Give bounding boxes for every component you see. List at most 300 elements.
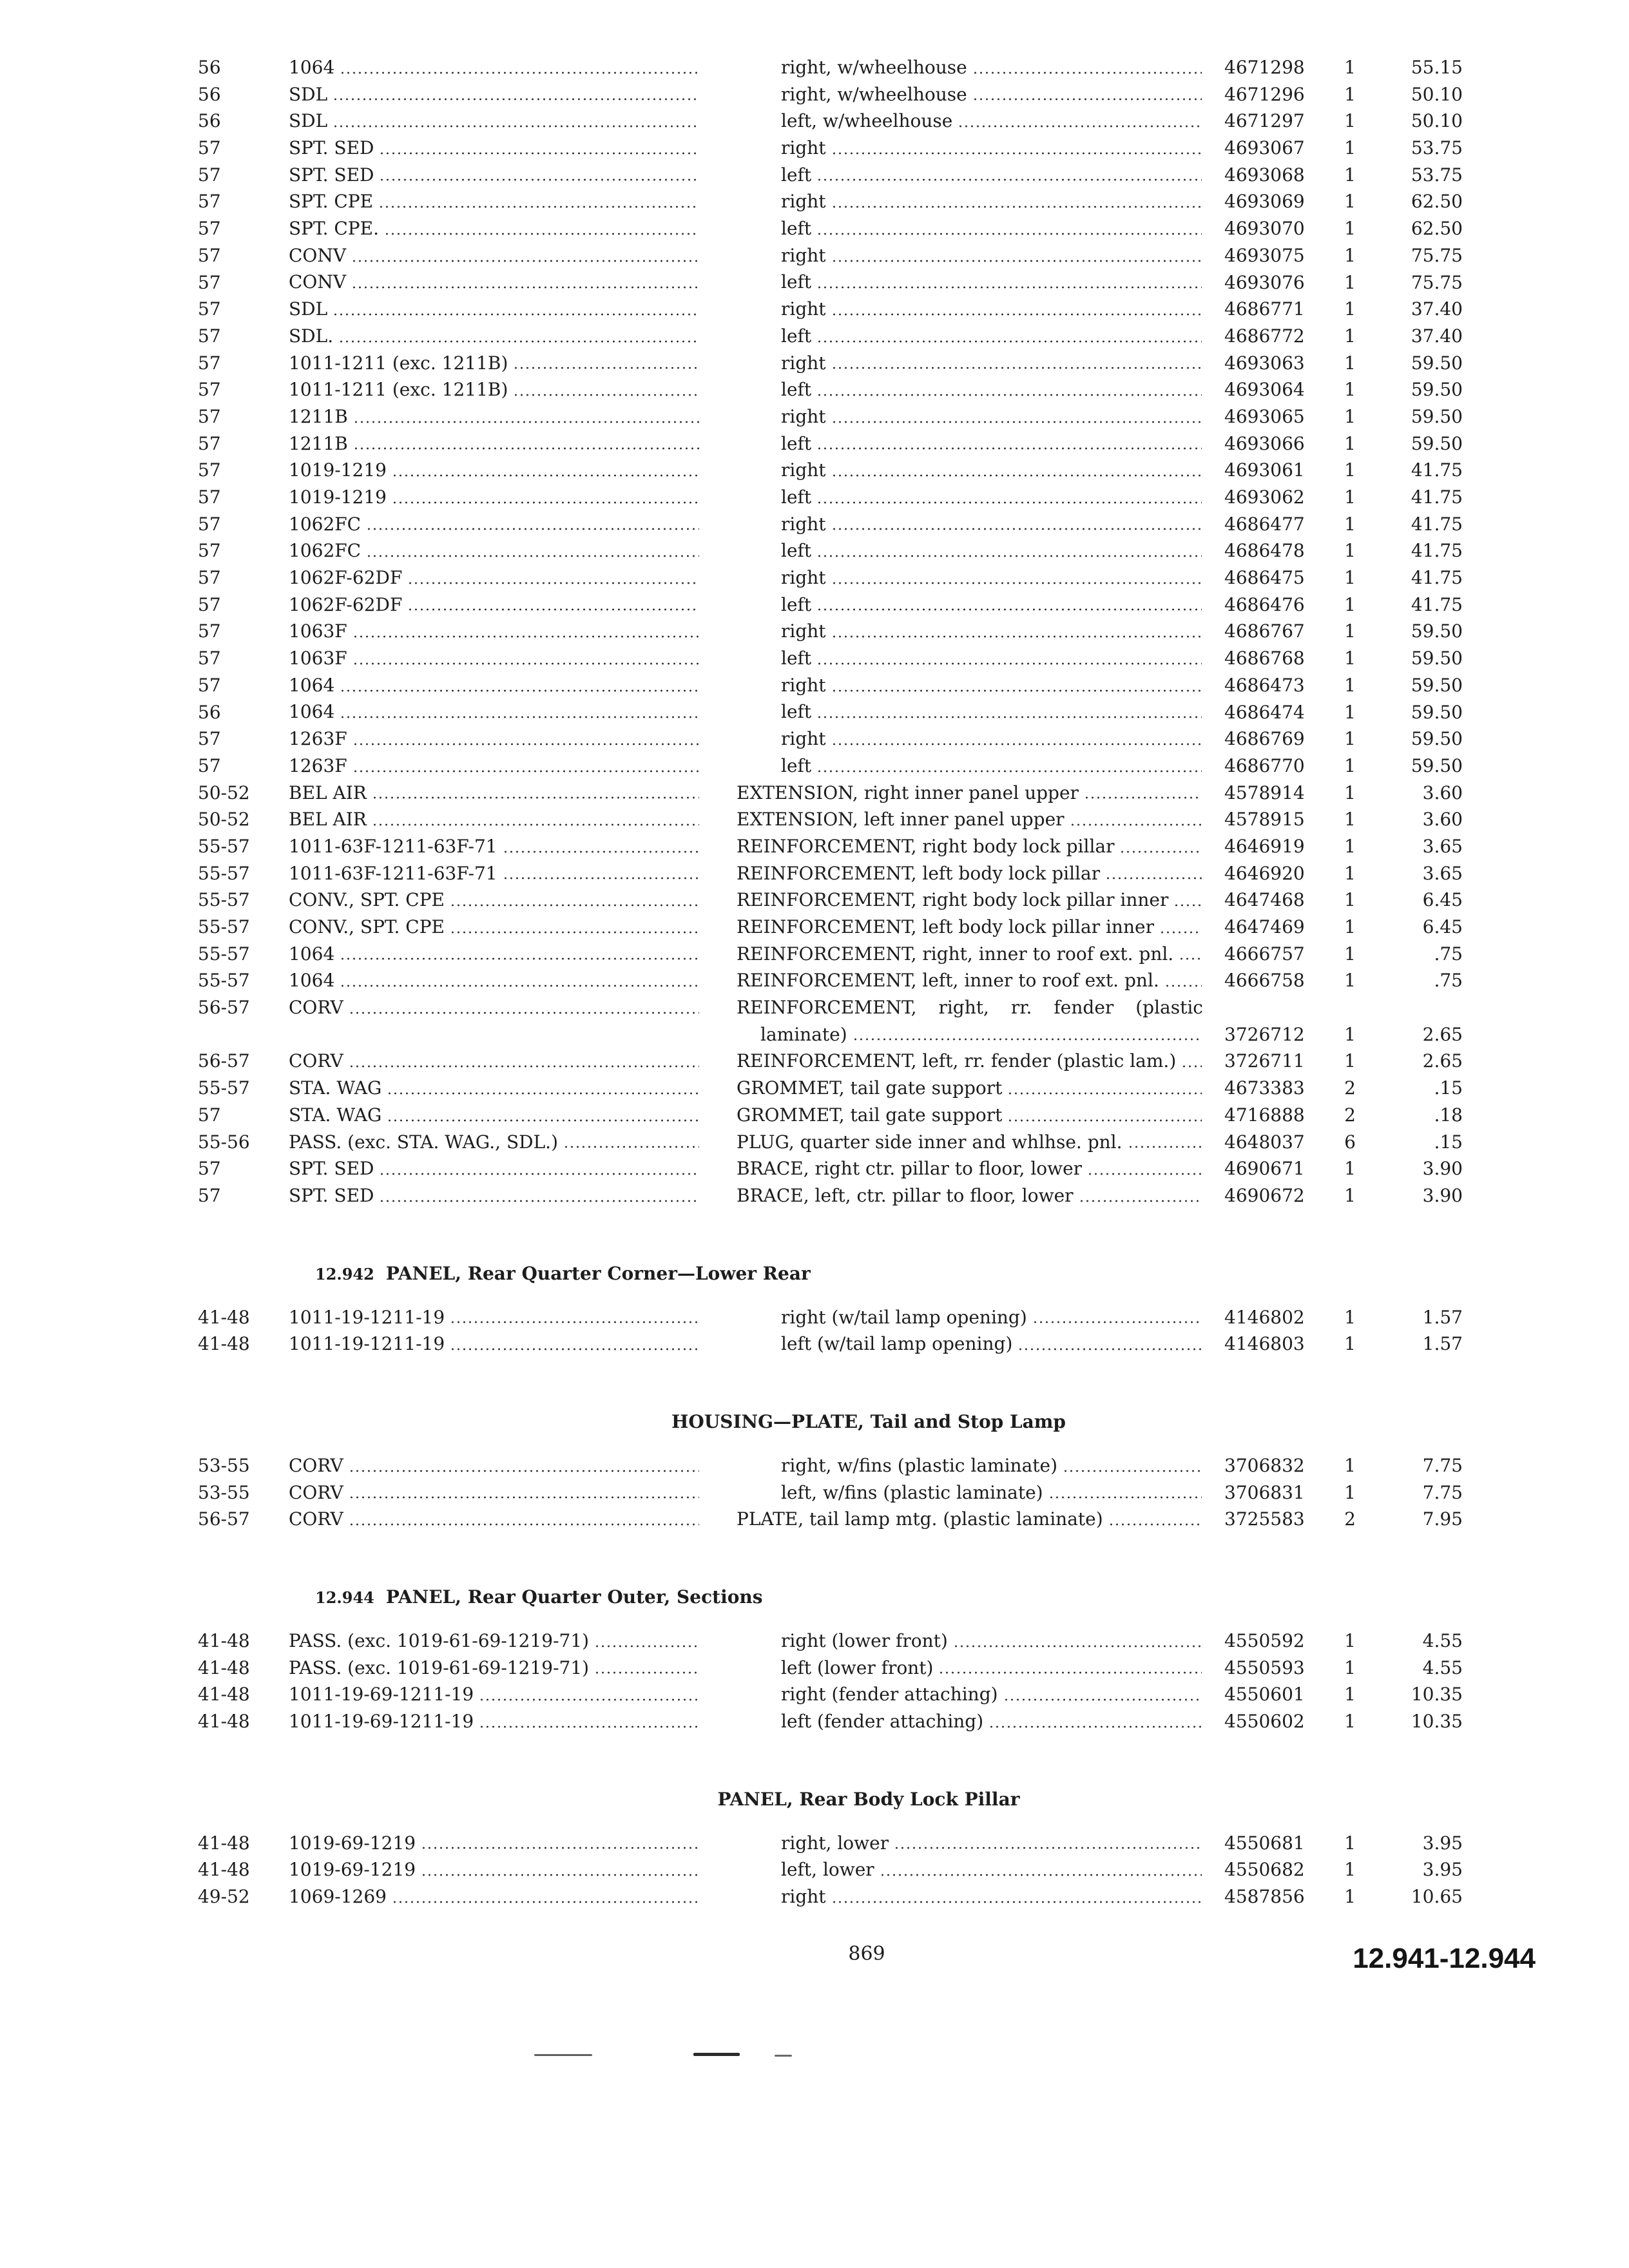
- description-line: [737, 430, 1203, 457]
- description-text: right, lower: [781, 1832, 889, 1854]
- dot-leader: [407, 608, 699, 611]
- part-number-cell: 4578915: [1224, 809, 1305, 831]
- part-number-cell: 4666757: [1224, 943, 1305, 965]
- dot-leader: [831, 689, 1202, 692]
- dot-leader: [1087, 1173, 1202, 1175]
- page-number: 869: [848, 1943, 885, 1965]
- description-cell: [737, 1452, 1203, 1479]
- description-cell: [737, 860, 1203, 887]
- model-cell: [289, 672, 700, 699]
- part-number-cell: 4550601: [1224, 1684, 1305, 1706]
- year-cell: 55-57: [198, 970, 250, 992]
- description-cell: [737, 591, 1203, 619]
- price-cell: 3.65: [1422, 835, 1463, 857]
- description-cell: [737, 1048, 1203, 1075]
- dot-leader: [853, 1038, 1202, 1041]
- year-cell: 55-57: [198, 943, 250, 965]
- dot-leader: [831, 260, 1202, 262]
- quantity-cell: 1: [1344, 432, 1356, 454]
- part-number-cell: 3726711: [1224, 1050, 1305, 1072]
- part-number-cell: 3725583: [1224, 1508, 1305, 1530]
- part-number-cell: 4686767: [1224, 620, 1305, 642]
- description-text: left: [781, 271, 812, 293]
- year-cell: 57: [198, 567, 221, 589]
- description-line: [737, 1655, 1203, 1682]
- year-cell: 56: [198, 57, 221, 78]
- part-number-cell: 4686771: [1224, 298, 1305, 320]
- dot-leader: [831, 421, 1202, 423]
- dot-leader: [392, 501, 699, 504]
- description-text: right: [781, 405, 826, 427]
- model-text: CONV., SPT. CPE: [289, 916, 445, 937]
- model-text: 1011-19-69-1211-19: [289, 1711, 474, 1733]
- dot-leader: [503, 850, 699, 853]
- year-cell: 41-48: [198, 1711, 250, 1733]
- description-text: GROMMET, tail gate support: [737, 1104, 1003, 1126]
- description-text: left: [781, 701, 812, 723]
- table-row: [0, 1182, 1629, 1209]
- model-text: 1211B: [289, 405, 348, 427]
- model-cell: [289, 699, 700, 726]
- model-cell: [289, 833, 700, 860]
- table-row: [0, 430, 1629, 457]
- quantity-cell: 1: [1344, 218, 1356, 240]
- year-cell: 55-57: [198, 862, 250, 884]
- table-row: [0, 753, 1629, 780]
- year-cell: 41-48: [198, 1333, 250, 1355]
- quantity-cell: 1: [1344, 862, 1356, 884]
- description-cell: [737, 753, 1203, 780]
- part-number-cell: 4693063: [1224, 352, 1305, 374]
- part-number-cell: 4693061: [1224, 459, 1305, 481]
- dot-leader: [340, 985, 699, 987]
- dot-leader: [594, 1645, 699, 1648]
- dot-leader: [1007, 1119, 1202, 1122]
- description-line: [737, 1479, 1203, 1506]
- model-text: STA. WAG: [289, 1077, 382, 1099]
- table-row: [0, 1452, 1629, 1479]
- quantity-cell: 1: [1344, 809, 1356, 831]
- description-text: right: [781, 728, 826, 750]
- table-row: [0, 1628, 1629, 1655]
- quantity-cell: 1: [1344, 1859, 1356, 1881]
- quantity-cell: 1: [1344, 486, 1356, 508]
- dot-leader: [831, 582, 1202, 584]
- description-line: [737, 1830, 1203, 1857]
- part-number-cell: 4690671: [1224, 1158, 1305, 1180]
- dot-leader: [352, 635, 699, 638]
- model-cell: [289, 484, 700, 511]
- part-number-cell: 3706831: [1224, 1481, 1305, 1503]
- year-cell: 57: [198, 593, 221, 615]
- part-number-cell: 4647468: [1224, 889, 1305, 911]
- description-line: [737, 618, 1203, 645]
- dot-leader: [352, 662, 699, 665]
- price-cell: 3.95: [1422, 1859, 1463, 1881]
- description-line: [737, 699, 1203, 726]
- quantity-cell: 1: [1344, 567, 1356, 589]
- year-cell: 41-48: [198, 1657, 250, 1678]
- part-number-cell: 4693068: [1224, 164, 1305, 186]
- price-cell: 3.95: [1422, 1832, 1463, 1854]
- table-row: [0, 564, 1629, 591]
- year-cell: 49-52: [198, 1886, 250, 1908]
- quantity-cell: 1: [1344, 244, 1356, 266]
- table-row: [0, 941, 1629, 968]
- section-heading: [289, 1408, 1449, 1436]
- description-text: right: [781, 191, 826, 213]
- quantity-cell: 1: [1344, 298, 1356, 320]
- description-line: [737, 1628, 1203, 1655]
- year-cell: 50-52: [198, 809, 250, 831]
- description-continuation: [737, 1021, 1203, 1048]
- model-cell: [289, 457, 700, 484]
- dot-leader: [972, 98, 1202, 101]
- catalog-section: [0, 1584, 1629, 1735]
- description-cell: [737, 833, 1203, 860]
- quantity-cell: 1: [1344, 970, 1356, 992]
- table-row: [0, 699, 1629, 726]
- part-number-cell: 4578914: [1224, 782, 1305, 803]
- part-number-cell: 4693062: [1224, 486, 1305, 508]
- dot-leader: [421, 1847, 699, 1849]
- part-number-cell: 4671296: [1224, 83, 1305, 105]
- model-cell: [289, 430, 700, 457]
- quantity-cell: 1: [1344, 835, 1356, 857]
- table-row: [0, 135, 1629, 162]
- part-number-cell: 4690672: [1224, 1184, 1305, 1206]
- description-text: left: [781, 486, 812, 508]
- model-cell: [289, 1479, 700, 1506]
- description-cell: [737, 135, 1203, 162]
- model-text: 1064: [289, 674, 335, 696]
- description-line: [737, 645, 1203, 672]
- description-text: right: [781, 459, 826, 481]
- table-row: [0, 860, 1629, 887]
- dot-leader: [479, 1698, 699, 1701]
- quantity-cell: 1: [1344, 1050, 1356, 1072]
- description-line: [737, 967, 1203, 994]
- description-text: left (w/tail lamp opening): [781, 1333, 1013, 1355]
- table-row: [0, 81, 1629, 108]
- model-text: 1019-69-1219: [289, 1832, 416, 1854]
- model-cell: [289, 188, 700, 215]
- dot-leader: [349, 1012, 699, 1014]
- dot-leader: [450, 1321, 699, 1323]
- quantity-cell: 1: [1344, 916, 1356, 937]
- model-cell: [289, 1830, 700, 1857]
- table-row: [0, 994, 1629, 1048]
- dot-leader: [378, 206, 699, 208]
- description-cell: [737, 162, 1203, 189]
- year-cell: 55-57: [198, 916, 250, 937]
- table-row: [0, 780, 1629, 807]
- model-text: 1063F: [289, 620, 347, 642]
- price-cell: 41.75: [1411, 593, 1463, 615]
- price-cell: 50.10: [1411, 83, 1463, 105]
- description-text: right, w/wheelhouse: [781, 56, 967, 78]
- description-text: right: [781, 352, 826, 374]
- model-cell: [289, 1155, 700, 1182]
- price-cell: .15: [1434, 1077, 1463, 1099]
- model-text: CORV: [289, 1454, 343, 1476]
- quantity-cell: 1: [1344, 137, 1356, 159]
- section-title: PANEL, Rear Body Lock Pillar: [717, 1788, 1020, 1810]
- description-text: right: [781, 513, 826, 535]
- description-cell: [737, 994, 1203, 1048]
- description-line: [737, 296, 1203, 323]
- description-line: [737, 403, 1203, 430]
- description-line: [737, 1708, 1203, 1735]
- model-cell: [289, 135, 700, 162]
- description-cell: [737, 887, 1203, 914]
- description-cell: [737, 941, 1203, 968]
- quantity-cell: 1: [1344, 782, 1356, 803]
- price-cell: 41.75: [1411, 513, 1463, 535]
- dot-leader: [816, 178, 1202, 181]
- description-cell: [737, 108, 1203, 135]
- description-line: [737, 54, 1203, 81]
- year-cell: 57: [198, 728, 221, 750]
- part-number-cell: 4666758: [1224, 970, 1305, 992]
- quantity-cell: 1: [1344, 1481, 1356, 1503]
- price-cell: 37.40: [1411, 325, 1463, 347]
- model-cell: [289, 753, 700, 780]
- dot-leader: [831, 635, 1202, 638]
- part-number-cell: 4647469: [1224, 916, 1305, 937]
- description-line: [737, 323, 1203, 350]
- model-cell: [289, 1506, 700, 1533]
- dot-leader: [351, 286, 699, 289]
- dot-leader: [366, 555, 699, 557]
- price-cell: 41.75: [1411, 540, 1463, 562]
- dot-leader: [953, 1645, 1202, 1648]
- dot-leader: [352, 770, 699, 773]
- table-row: [0, 1102, 1629, 1129]
- section-number: 12.942: [315, 1264, 374, 1283]
- year-cell: 57: [198, 379, 221, 401]
- price-cell: 2.65: [1422, 1023, 1463, 1045]
- dot-leader: [563, 1146, 699, 1148]
- model-cell: [289, 511, 700, 538]
- table-row: [0, 672, 1629, 699]
- model-cell: [289, 537, 700, 564]
- part-number-cell: 4693069: [1224, 191, 1305, 213]
- quantity-cell: 1: [1344, 1454, 1356, 1476]
- model-text: CORV: [289, 1481, 343, 1503]
- description-line: [737, 162, 1203, 189]
- price-cell: 50.10: [1411, 110, 1463, 132]
- dot-leader: [503, 877, 699, 879]
- model-cell: [289, 887, 700, 914]
- dot-leader: [349, 1065, 699, 1068]
- description-text: right: [781, 567, 826, 589]
- dot-leader: [831, 313, 1202, 316]
- model-cell: [289, 323, 700, 350]
- description-cell: [737, 1331, 1203, 1358]
- table-row: [0, 887, 1629, 914]
- year-cell: 55-57: [198, 835, 250, 857]
- part-number-cell: 4686478: [1224, 540, 1305, 562]
- model-text: CORV: [289, 997, 343, 1019]
- table-row: [0, 537, 1629, 564]
- year-cell: 41-48: [198, 1832, 250, 1854]
- dot-leader: [1079, 1200, 1202, 1202]
- description-text: EXTENSION, left inner panel upper: [737, 809, 1065, 831]
- part-number-cell: 4686477: [1224, 513, 1305, 535]
- year-cell: 56: [198, 83, 221, 105]
- part-number-cell: 4646919: [1224, 835, 1305, 857]
- dot-leader: [366, 528, 699, 530]
- dot-leader: [1070, 823, 1202, 826]
- part-number-cell: 4686769: [1224, 728, 1305, 750]
- model-cell: [289, 1628, 700, 1655]
- year-cell: 41-48: [198, 1859, 250, 1881]
- dot-leader: [880, 1874, 1202, 1876]
- part-number-cell: 3726712: [1224, 1023, 1305, 1045]
- description-text: left, w/fins (plastic laminate): [781, 1481, 1043, 1503]
- part-number-cell: 4587856: [1224, 1886, 1305, 1908]
- model-cell: [289, 1452, 700, 1479]
- table-row: [0, 323, 1629, 350]
- year-cell: 57: [198, 540, 221, 562]
- part-number-cell: 4716888: [1224, 1104, 1305, 1126]
- model-cell: [289, 941, 700, 968]
- part-number-cell: 4686474: [1224, 701, 1305, 723]
- description-line: [737, 1182, 1203, 1209]
- part-number-cell: 3706832: [1224, 1454, 1305, 1476]
- price-cell: 41.75: [1411, 459, 1463, 481]
- part-number-cell: 4671298: [1224, 57, 1305, 78]
- quantity-cell: 1: [1344, 1657, 1356, 1678]
- model-text: 1011-19-1211-19: [289, 1333, 445, 1355]
- quantity-cell: 1: [1344, 943, 1356, 965]
- quantity-cell: 1: [1344, 110, 1356, 132]
- description-line: [737, 1102, 1203, 1129]
- dot-leader: [349, 1523, 699, 1526]
- price-cell: 3.90: [1422, 1158, 1463, 1180]
- quantity-cell: 2: [1344, 1104, 1356, 1126]
- description-text: right: [781, 298, 826, 320]
- description-line: [737, 591, 1203, 619]
- description-line: [737, 108, 1203, 135]
- model-cell: [289, 994, 700, 1021]
- dot-leader: [816, 662, 1202, 665]
- dot-leader: [1173, 904, 1202, 907]
- quantity-cell: 6: [1344, 1131, 1356, 1153]
- part-number-cell: 4550681: [1224, 1832, 1305, 1854]
- model-cell: [289, 269, 700, 296]
- model-cell: [289, 1331, 700, 1358]
- model-text: 1011-63F-1211-63F-71: [289, 835, 497, 857]
- year-cell: 41-48: [198, 1630, 250, 1652]
- model-cell: [289, 1856, 700, 1883]
- year-cell: 57: [198, 244, 221, 266]
- dot-leader: [349, 1496, 699, 1499]
- model-text: PASS. (exc. STA. WAG., SDL.): [289, 1131, 559, 1153]
- description-cell: [737, 484, 1203, 511]
- quantity-cell: 1: [1344, 513, 1356, 535]
- year-cell: 57: [198, 432, 221, 454]
- table-row: [0, 1048, 1629, 1075]
- price-cell: 3.65: [1422, 862, 1463, 884]
- year-cell: 57: [198, 218, 221, 240]
- description-text: left (fender attaching): [781, 1711, 984, 1733]
- dot-leader: [816, 340, 1202, 343]
- model-text: SDL: [289, 298, 328, 320]
- dot-leader: [421, 1874, 699, 1876]
- year-cell: 57: [198, 191, 221, 213]
- model-text: 1011-63F-1211-63F-71: [289, 862, 497, 884]
- price-cell: 1.57: [1422, 1306, 1463, 1328]
- table-row: [0, 350, 1629, 377]
- dot-leader: [513, 367, 699, 369]
- description-cell: [737, 1883, 1203, 1910]
- year-cell: 55-57: [198, 1077, 250, 1099]
- model-cell: [289, 1075, 700, 1102]
- part-number-cell: 4646920: [1224, 862, 1305, 884]
- dot-leader: [831, 743, 1202, 745]
- dot-leader: [450, 1348, 699, 1350]
- dot-leader: [1105, 877, 1202, 879]
- dot-leader: [1084, 796, 1202, 799]
- model-cell: [289, 81, 700, 108]
- table-row: [0, 833, 1629, 860]
- description-line: REINFORCEMENT, right, rr. fender (plastic: [737, 997, 1203, 1019]
- price-cell: 37.40: [1411, 298, 1463, 320]
- table-row: [0, 1129, 1629, 1156]
- table-row: [0, 726, 1629, 753]
- description-cell: [737, 645, 1203, 672]
- quantity-cell: 1: [1344, 1158, 1356, 1180]
- table-row: [0, 484, 1629, 511]
- price-cell: 59.50: [1411, 379, 1463, 401]
- year-cell: 57: [198, 352, 221, 374]
- dot-leader: [450, 931, 699, 934]
- dot-leader: [333, 125, 699, 128]
- description-line: [737, 914, 1203, 941]
- dot-leader: [450, 904, 699, 907]
- part-number-cell: 4146802: [1224, 1306, 1305, 1328]
- dot-leader: [816, 501, 1202, 504]
- year-cell: 55-57: [198, 889, 250, 911]
- description-text: left, lower: [781, 1859, 874, 1881]
- quantity-cell: 1: [1344, 1184, 1356, 1206]
- dot-leader: [372, 796, 699, 799]
- description-text: left: [781, 754, 812, 776]
- price-cell: 59.50: [1411, 754, 1463, 776]
- model-text: 1064: [289, 943, 335, 965]
- price-cell: 10.65: [1411, 1886, 1463, 1908]
- description-text: left: [781, 432, 812, 454]
- model-cell: [289, 591, 700, 619]
- description-line: [737, 726, 1203, 753]
- dot-leader: [831, 1901, 1202, 1903]
- description-text: left: [781, 648, 812, 669]
- quantity-cell: 1: [1344, 701, 1356, 723]
- model-text: 1062F-62DF: [289, 593, 403, 615]
- quantity-cell: 1: [1344, 57, 1356, 78]
- year-cell: 57: [198, 620, 221, 642]
- description-line: [737, 1681, 1203, 1708]
- description-line: [737, 269, 1203, 296]
- price-cell: 7.75: [1422, 1481, 1463, 1503]
- description-cell: [737, 1506, 1203, 1533]
- price-cell: 4.55: [1422, 1630, 1463, 1652]
- dot-leader: [338, 340, 699, 343]
- dot-leader: [1003, 1698, 1202, 1701]
- catalog-section: [0, 54, 1629, 1209]
